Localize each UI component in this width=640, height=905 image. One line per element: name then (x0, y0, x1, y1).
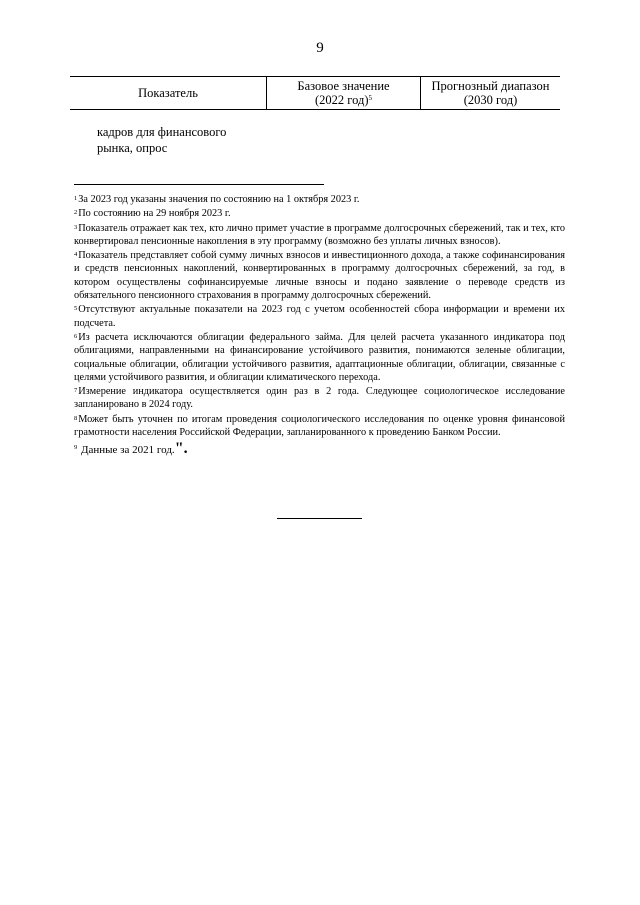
column-header-base-value: Базовое значение (2022 год)$^5$ (267, 77, 421, 110)
footnotes (74, 193, 565, 459)
footnote-5: $^5$Отсутствуют актуальные показатели на 2023 год с учетом особенностей сбора информации и времени их подсчета. (74, 304, 565, 329)
table-header (70, 76, 560, 110)
column-header-indicator: Показатель (70, 77, 267, 110)
closing-quote-mark: ". (174, 440, 188, 458)
footnote-7: $^7$Измерение индикатора осуществляется один раз в 2 года. Следующее социологическое исследование запланировано в 2024 году. (74, 386, 565, 411)
table-row-text: кадров для финансового рынка, опрос (97, 125, 227, 155)
footnote-8: $^8$Может быть уточнен по итогам проведения социологического исследования по оценке уровня финансовой грамотности населения Российской Федерации, запланированного к проведению Банком России. (74, 413, 565, 439)
footnote-1: $^1$За 2023 год указаны значения по состоянию на 1 октября 2023 г. (74, 194, 360, 205)
footnote-ref: 5 (368, 94, 372, 102)
end-separator (277, 518, 362, 519)
column-header-forecast-range: Прогнозный диапазон (2030 год) (421, 77, 561, 110)
footnote-2: $^2$По состоянию на 29 ноября 2023 г. (74, 208, 231, 220)
footnote-4: $^4$Показатель представляет собой сумму личных взносов и инвестиционного дохода, а также софинансирования и средств пенсионных накоплений, конвертированных в программу долгосрочных сбережений, за год, в котором осуществлены софинансируемые личные взносы и подано заявление о переводе средств из обязательного пенсионного страхования в программу долгосрочных сбережений. (74, 250, 565, 302)
footnote-9: $^9$ Данные за 2021 год.". (74, 440, 188, 458)
footnote-separator (74, 184, 324, 185)
page-number: 9 (316, 40, 324, 56)
footnote-6: $^6$Из расчета исключаются облигации федерального займа. Для целей расчета указанного индикатора под облигациями, направленными на финансирование устойчивого развития, понимаются зеленые облигации, социальные облигации, облигации устойчивого развития, адаптационные облигации, облигации, связанные с целями устойчивого развития, и облигации климатического перехода. (74, 331, 565, 383)
footnote-3: $^3$Показатель отражает как тех, кто лично примет участие в программе долгосрочных сбережений, так и тех, кто конвертировал пенсионные накопления в эту программу (возможно без уплаты личных взносов). (74, 222, 565, 247)
